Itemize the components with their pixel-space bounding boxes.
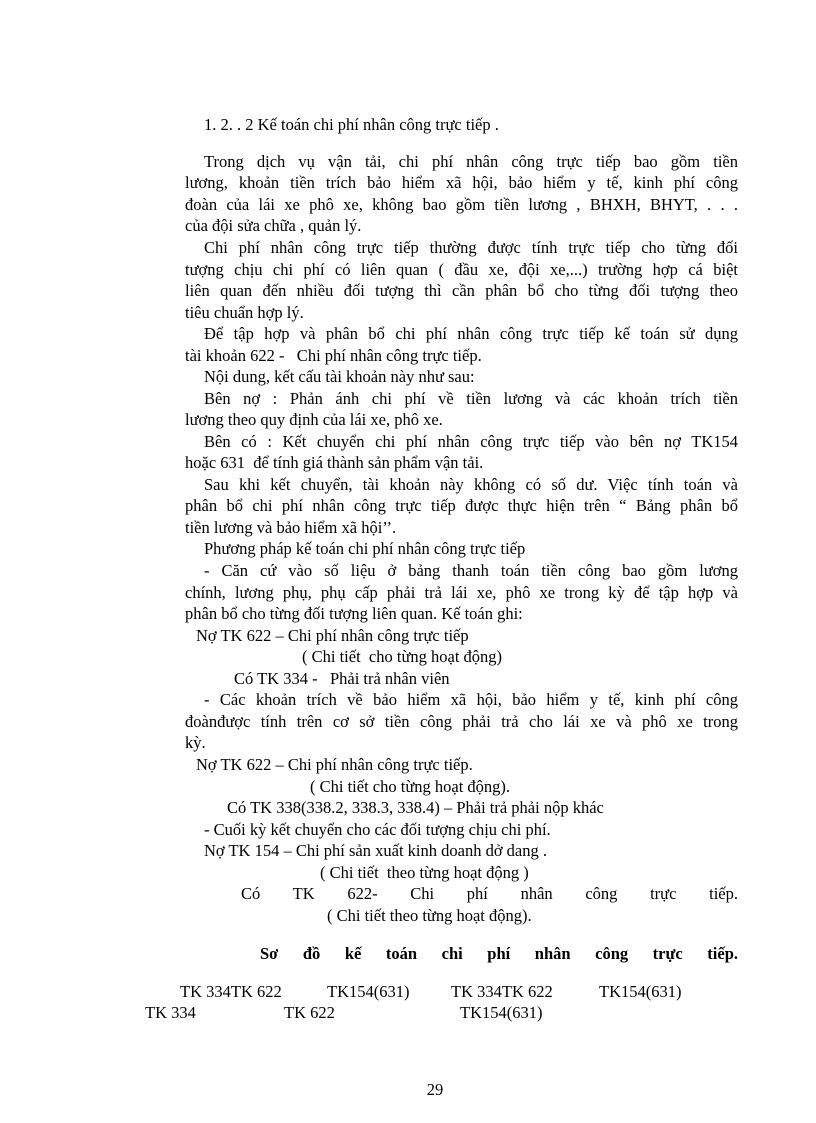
paragraph-line: của đội sửa chữa , quản lý.: [185, 216, 362, 235]
paragraph-line: Chi phí nhân công trực tiếp thường được tính trực tiếp cho từng đối: [204, 238, 738, 257]
journal-entry-credit: Có TK 334 - Phải trả nhân viên: [234, 669, 450, 688]
diagram-account-label: TK 622: [284, 1003, 335, 1022]
paragraph-line: phân bổ cho từng đối tượng liên quan. Kế toán ghi:: [185, 604, 523, 623]
journal-entry-debit: Nợ TK 622 – Chi phí nhân công trực tiếp.: [196, 755, 473, 774]
paragraph-line: hoặc 631 để tính giá thành sản phẩm vận tải.: [185, 453, 484, 472]
paragraph-line: liên quan đến nhiều đối tượng thì cần phân bổ cho từng đối tượng theo: [185, 281, 738, 300]
journal-entry-debit: Nợ TK 622 – Chi phí nhân công trực tiếp: [196, 626, 469, 645]
paragraph-line: tiền lương và bảo hiểm xã hội’’.: [185, 518, 397, 537]
paragraph-line: đoàn của lái xe phô xe, không bao gồm tiền lương , BHXH, BHYT, . . .: [185, 195, 738, 214]
journal-entry-debit: Nợ TK 154 – Chi phí sản xuất kinh doanh dở dang .: [204, 841, 547, 860]
paragraph-line: - Các khoản trích về bảo hiểm xã hội, bảo hiểm y tế, kinh phí công: [204, 690, 738, 709]
journal-entry-note: ( Chi tiết theo từng hoạt động).: [327, 906, 532, 925]
paragraph-line: Để tập hợp và phân bổ chi phí nhân công trực tiếp kế toán sử dụng: [204, 324, 738, 343]
diagram-account-label: TK154(631): [599, 982, 682, 1001]
diagram-account-label: TK 334TK 622: [180, 982, 282, 1001]
journal-entry-credit: Có TK 338(338.2, 338.3, 338.4) – Phải trả phải nộp khác: [227, 798, 604, 817]
journal-entry-note: ( Chi tiết cho từng hoạt động).: [310, 777, 511, 796]
paragraph-line: phân bổ chi phí nhân công trực tiếp được thực hiện trên “ Bảng phân bổ: [185, 496, 738, 515]
paragraph-line: lương theo quy định của lái xe, phô xe.: [185, 410, 443, 429]
diagram-account-label: TK154(631): [460, 1003, 543, 1022]
diagram-account-label: TK 334: [145, 1003, 196, 1022]
journal-entry-note: ( Chi tiết theo từng hoạt động ): [320, 863, 529, 882]
paragraph-line: tài khoản 622 - Chi phí nhân công trực tiếp.: [185, 346, 482, 365]
paragraph-line: lương, khoản tiền trích bảo hiểm xã hội, bảo hiểm y tế, kinh phí công: [185, 173, 738, 192]
paragraph-line: Bên nợ : Phản ánh chi phí về tiền lương và các khoản trích tiền: [204, 389, 738, 408]
paragraph-line: đoànđược tính trên cơ sở tiền công phải trả cho lái xe và phô xe trong: [185, 712, 738, 731]
diagram-title: Sơ đồ kế toán chi phí nhân công trực tiếp.: [260, 944, 738, 963]
diagram-account-label: TK 334TK 622: [451, 982, 553, 1001]
page-number: 29: [426, 1080, 444, 1099]
journal-entry-credit: Có TK 622- Chi phí nhân công trực tiếp.: [241, 884, 738, 903]
paragraph-line: kỳ.: [185, 733, 206, 752]
paragraph-line: - Cuối kỳ kết chuyển cho các đối tượng chịu chi phí.: [204, 820, 551, 839]
paragraph-line: tượng chịu chi phí có liên quan ( đầu xe, đội xe,...) trường hợp cá biệt: [185, 260, 738, 279]
paragraph-line: - Căn cứ vào số liệu ở bảng thanh toán tiền công bao gồm lương: [204, 561, 738, 580]
paragraph-line: Bên có : Kết chuyển chi phí nhân công trực tiếp vào bên nợ TK154: [204, 432, 738, 451]
paragraph-line: Sau khi kết chuyển, tài khoản này không có số dư. Việc tính toán và: [204, 475, 738, 494]
section-heading: 1. 2. . 2 Kế toán chi phí nhân công trực tiếp .: [204, 115, 499, 134]
paragraph-line: chính, lương phụ, phụ cấp phải trả lái xe, phô xe trong kỳ để tập hợp và: [185, 583, 738, 602]
diagram-account-label: TK154(631): [327, 982, 410, 1001]
paragraph-line: Nội dung, kết cấu tài khoản này như sau:: [204, 367, 475, 386]
paragraph-line: Trong dịch vụ vận tải, chi phí nhân công trực tiếp bao gồm tiền: [204, 152, 738, 171]
journal-entry-note: ( Chi tiết cho từng hoạt động): [302, 647, 503, 666]
paragraph-line: tiêu chuẩn hợp lý.: [185, 303, 304, 322]
paragraph-line: Phương pháp kế toán chi phí nhân công trực tiếp: [204, 539, 526, 558]
